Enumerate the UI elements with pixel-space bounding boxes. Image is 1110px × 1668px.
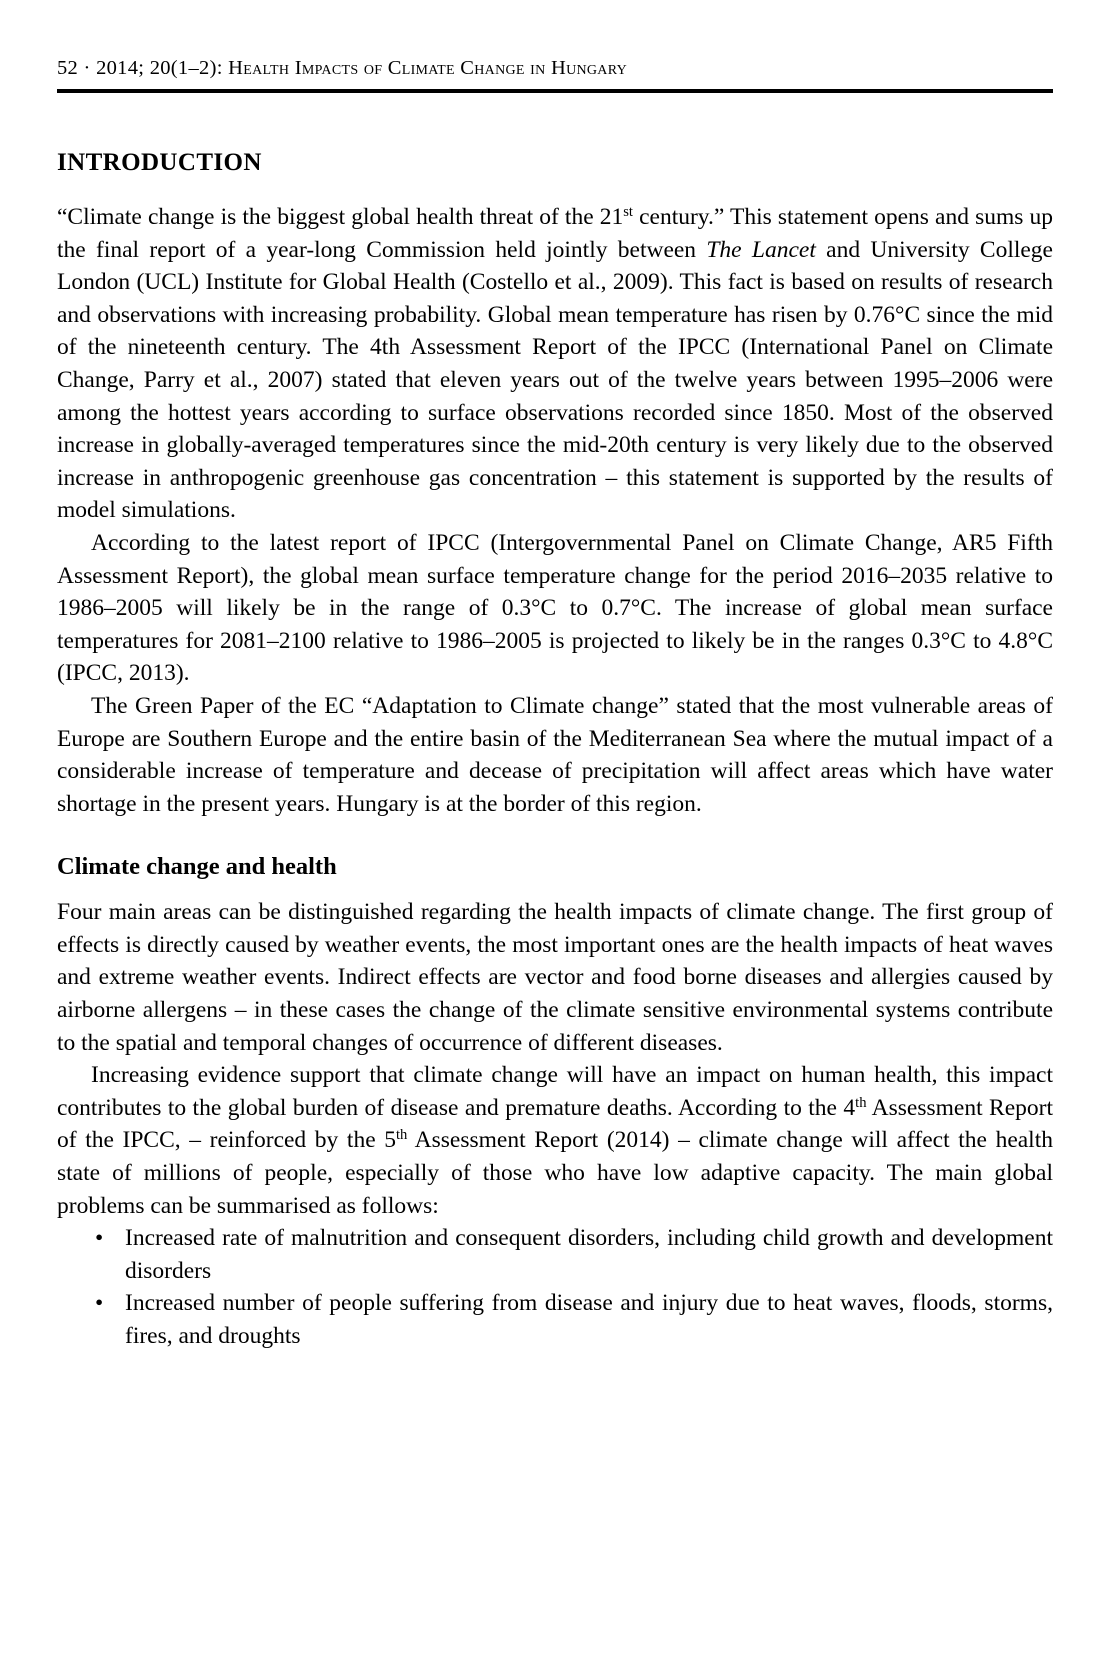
header-rule	[57, 89, 1053, 93]
subsection-heading-climate-change-and-health: Climate change and health	[57, 853, 337, 881]
bullet-list	[57, 1222, 1053, 1352]
section-heading-introduction: INTRODUCTION	[57, 149, 262, 176]
bullet-item-text: Increased rate of malnutrition and consequent disorders, including child growth and development disorders	[125, 1225, 1053, 1284]
bullet-item	[57, 1222, 1053, 1287]
climate-health-paragraph-1: Four main areas can be distinguished regarding the health impacts of climate change. The first group of effects is directly caused by weather events, the most important ones are the health impacts of heat waves and extreme weather events. Indirect effects are vector and food borne diseases and allergies caused by airborne allergens – in these cases the change of the climate sensitive environmental systems contribute to the spatial and temporal changes of occurrence of different diseases.	[57, 899, 1053, 1056]
intro-paragraph-2: According to the latest report of IPCC (Intergovernmental Panel on Climate Change, AR5 Fifth Assessment Report), the global mean surface temperature change for the period 2016–2035 relative to 1986–2005 will likely be in the range of 0.3°C to 0.7°C. The increase of global mean surface temperatures for 2081–2100 relative to 1986–2005 is projected to likely be in the ranges 0.3°C to 4.8°C (IPCC, 2013).	[57, 529, 1053, 687]
intro-paragraph-3: The Green Paper of the EC “Adaptation to Climate change” stated that the most vulnerable areas of Europe are Southern Europe and the entire basin of the Mediterranean Sea where the mutual impact of a considerable increase of temperature and decease of precipitation will affect areas which have water shortage in the present years. Hungary is at the border of this region.	[57, 692, 1053, 817]
running-header: 52 · 2014; 20(1–2): Health Impacts of Climate Change in Hungary	[57, 57, 627, 79]
bullet-marker-icon: •	[95, 1290, 104, 1317]
bullet-marker-icon: •	[95, 1225, 104, 1252]
bullet-item-text: Increased number of people suffering from disease and injury due to heat waves, floods, storms, fires, and droughts	[125, 1290, 1053, 1349]
climate-health-paragraph-2: Increasing evidence support that climate change will have an impact on human health, this impact contributes to the global burden of disease and premature deaths. According to the 4th Assessment Report of the IPCC, – reinforced by the 5th Assessment Report (2014) – climate change will affect the health state of millions of people, especially of those who have low adaptive capacity. The main global problems can be summarised as follows:	[57, 1062, 1053, 1219]
bullet-item	[57, 1287, 1053, 1352]
intro-paragraph-1: “Climate change is the biggest global health threat of the 21st century.” This statement opens and sums up the final report of a year-long Commission held jointly between The Lancet and University College London (UCL) Institute for Global Health (Costello et al., 2009). This fact is based on results of research and observations with increasing probability. Global mean temperature has risen by 0.76°C since the mid of the nineteenth century. The 4th Assessment Report of the IPCC (International Panel on Climate Change, Parry et al., 2007) stated that eleven years out of the twelve years between 1995–2006 were among the hottest years according to surface observations recorded since 1850. Most of the observed increase in globally-averaged temperatures since the mid-20th century is very likely due to the observed increase in anthropogenic greenhouse gas concentration – this statement is supported by the results of model simulations.	[57, 204, 1054, 524]
